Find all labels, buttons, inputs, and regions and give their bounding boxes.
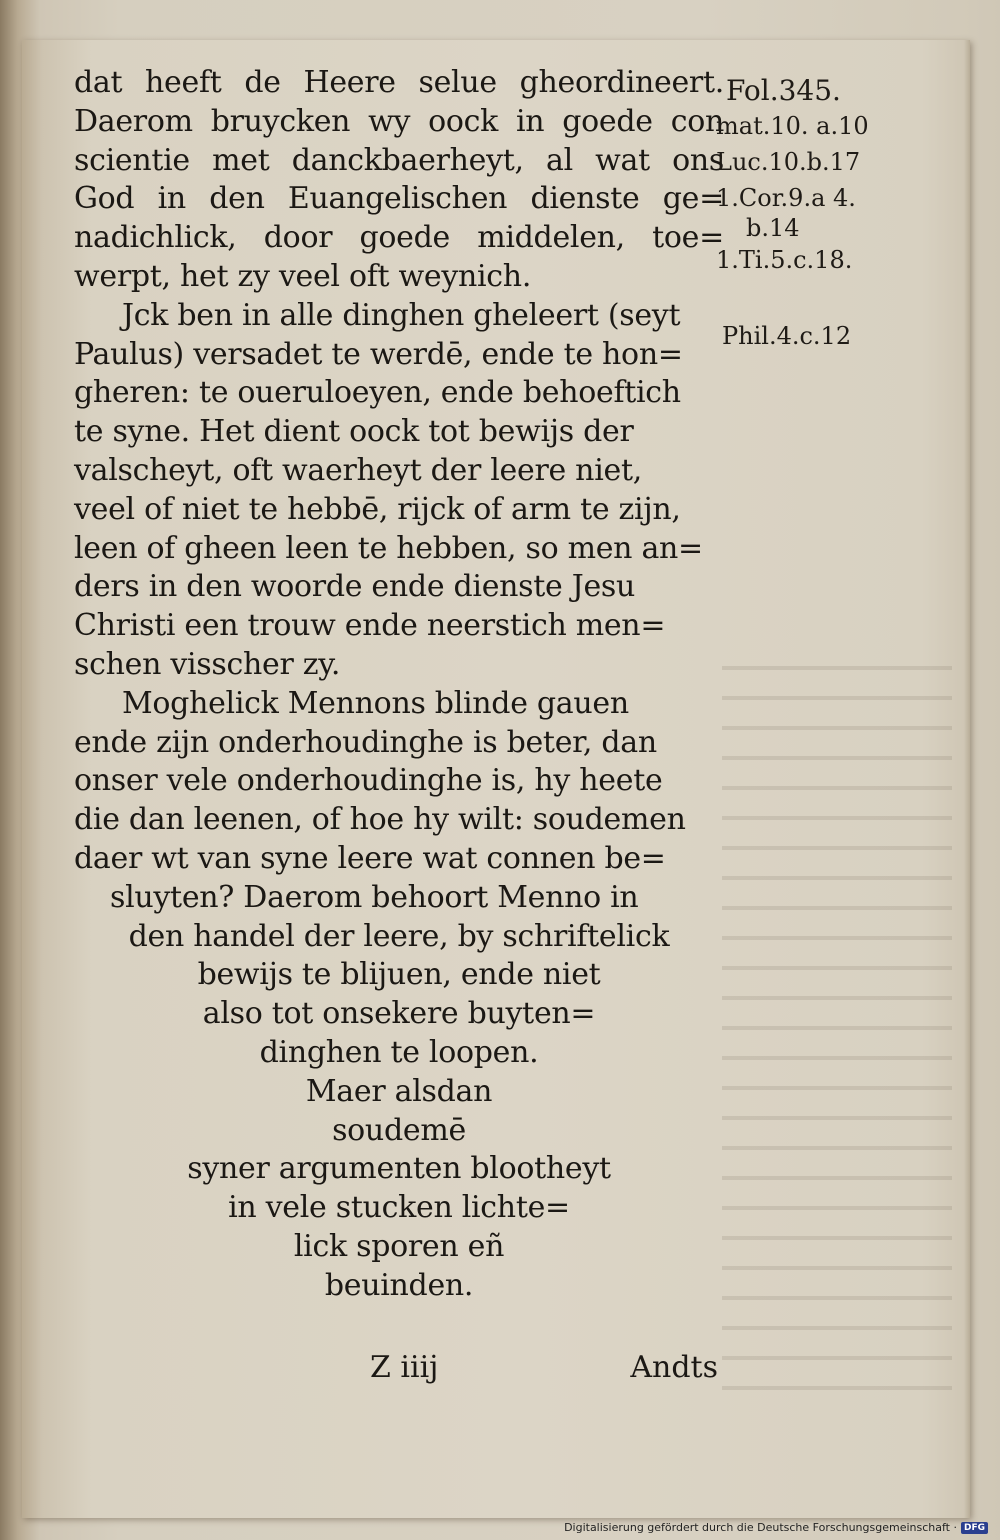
- text-line: leen of gheen leen te hebben, so men an=: [74, 530, 703, 566]
- text-line: Daerom bruycken wy oock in goede con: [74, 103, 724, 139]
- text-line: veel of niet te hebbē, rijck of arm te zijn,: [74, 491, 681, 527]
- credit-text: Digitalisierung gefördert durch die Deutsche Forschungsgemeinschaft ·: [564, 1521, 957, 1534]
- margin-note: 1.Ti.5.c.18.: [716, 246, 853, 274]
- text-line: daer wt van syne leere wat connen be=: [74, 840, 666, 876]
- margin-note: Luc.10.b.17: [716, 148, 861, 176]
- text-line: sluyten? Daerom behoort Menno in: [110, 879, 639, 915]
- text-line: beuinden.: [324, 1267, 474, 1303]
- text-line: God in den Euangelischen dienste ge=: [74, 181, 724, 217]
- text-line: ende zijn onderhoudinghe is beter, dan: [74, 724, 657, 760]
- text-line: ders in den woorde ende dienste Jesu: [74, 569, 636, 605]
- text-line: Maer alsdan: [305, 1073, 493, 1109]
- body-text: [74, 64, 724, 1306]
- text-line: Jck ben in alle dinghen gheleert (seyt: [122, 297, 681, 333]
- signature-mark: Z iiij: [370, 1350, 439, 1385]
- digitization-credit: [564, 1521, 988, 1534]
- margin-note: b.14: [746, 214, 800, 242]
- text-line: nadichlick, door goede middelen, toe=: [74, 220, 724, 256]
- page-edge: [964, 40, 970, 1518]
- book-page: [22, 40, 970, 1518]
- text-line: te syne. Het dient oock tot bewijs der: [74, 414, 634, 450]
- text-line: gheren: te ouerulоeyen, ende behoeftich: [74, 375, 681, 411]
- text-line: die dan leenen, of hoe hy wilt: soudemen: [74, 802, 686, 838]
- page-footer: [74, 1350, 724, 1390]
- text-line: scientie met danckbaerheyt, al wat ons: [74, 142, 724, 178]
- text-line: onser vele onderhoudinghe is, hy heete: [74, 763, 663, 799]
- margin-note: mat.10. a.10: [716, 112, 869, 140]
- text-line: Moghelick Mennons blinde gauen: [122, 685, 629, 721]
- text-line: werpt, het zy veel oft weynich.: [74, 258, 532, 294]
- text-line: Paulus) versadet te werdē, ende te hon=: [74, 336, 683, 372]
- text-line: valscheyt, oft waerheyt der leere niet,: [74, 452, 642, 488]
- text-line: dinghen te loopen.: [259, 1034, 539, 1070]
- text-line: syner argumenten blootheyt: [187, 1151, 611, 1187]
- text-line: Christi een trouw ende neerstich men=: [74, 608, 666, 644]
- catchword: Andts: [630, 1350, 718, 1385]
- dfg-logo: DFG: [961, 1522, 988, 1534]
- text-line: in vele stucken lichte=: [228, 1190, 570, 1226]
- text-line: also tot onsekere buyten=: [202, 996, 596, 1032]
- show-through-bleed: [722, 640, 952, 1400]
- margin-note: 1.Cor.9.a 4.: [716, 184, 856, 212]
- text-line: schen visscher zy.: [74, 646, 341, 682]
- margin-note: Phil.4.c.12: [722, 322, 852, 350]
- text-line: soudemē: [332, 1112, 466, 1148]
- text-line: bewijs te blijuen, ende niet: [197, 957, 601, 993]
- text-line: den handel der leere, by schriftelick: [128, 918, 670, 954]
- folio-number: Fol.345.: [726, 74, 841, 107]
- text-line: dat heeft de Heere selue gheordineert.: [74, 65, 724, 100]
- text-line: lick sporen eñ: [293, 1228, 505, 1264]
